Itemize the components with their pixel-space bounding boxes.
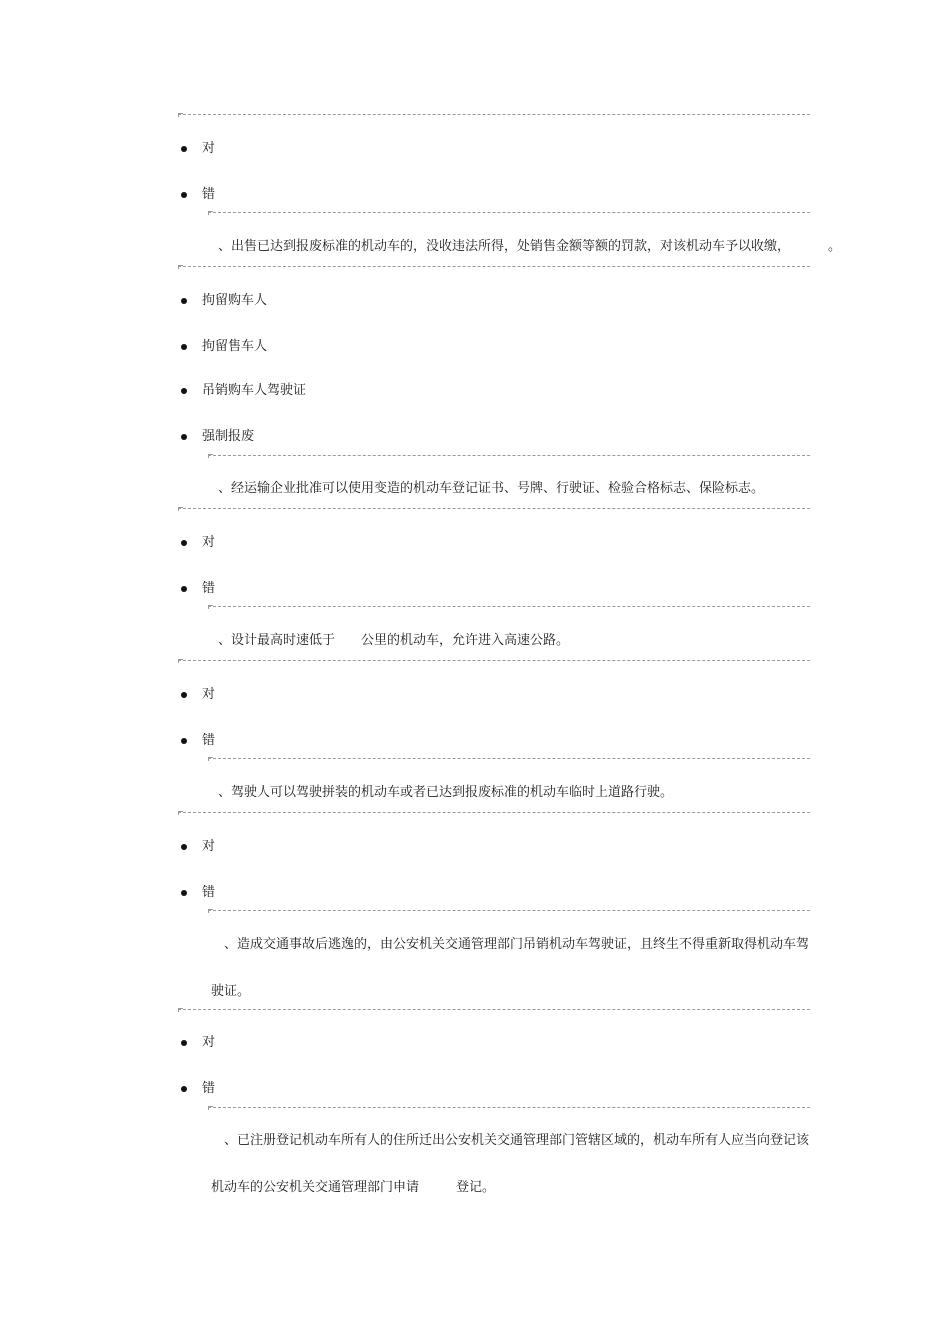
- option-label: 对: [202, 839, 216, 854]
- bullet-icon: [181, 1086, 187, 1092]
- separator-rule: [178, 508, 810, 509]
- separator-rule: [208, 212, 810, 213]
- bullet-icon: [181, 146, 187, 152]
- option-label: 拘留售车人: [202, 339, 268, 354]
- bullet-icon: [181, 586, 187, 592]
- separator-rule: [178, 1009, 810, 1010]
- separator-rule: [178, 266, 810, 267]
- option-true[interactable]: [181, 837, 215, 857]
- option-label: 错: [202, 581, 216, 596]
- question-text-main: 、出售已达到报废标准的机动车的，没收违法所得，处销售金额等额的罚款，对该机动车予以收缴，: [218, 239, 791, 254]
- question-text-line2: [211, 1178, 495, 1198]
- option-label: 对: [202, 1035, 216, 1050]
- option-label: 吊销购车人驾驶证: [202, 383, 307, 398]
- option-d[interactable]: [181, 427, 254, 447]
- bullet-icon: [181, 844, 187, 850]
- option-true[interactable]: [181, 1033, 215, 1053]
- option-true[interactable]: [181, 139, 215, 159]
- question-text: 、经运输企业批准可以使用变造的机动车登记证书、号牌、行驶证、检验合格标志、保险标志。: [218, 481, 765, 496]
- option-c[interactable]: [181, 381, 306, 401]
- separator-rule: [208, 758, 810, 759]
- option-label: 错: [202, 733, 216, 748]
- option-b[interactable]: [181, 337, 267, 357]
- question-text-part-a: 机动车的公安机关交通管理部门申请: [211, 1180, 420, 1195]
- option-false[interactable]: [181, 185, 215, 205]
- option-label: 拘留购车人: [202, 293, 268, 308]
- option-label: 强制报废: [202, 429, 255, 444]
- separator-rule: [208, 455, 810, 456]
- separator-rule: [208, 1107, 810, 1108]
- question-text: [218, 237, 841, 257]
- option-label: 错: [202, 1081, 216, 1096]
- separator-rule: [208, 910, 810, 911]
- bullet-icon: [181, 434, 187, 440]
- question-text-line1: 、造成交通事故后逃逸的，由公安机关交通管理部门吊销机动车驾驶证，且终生不得重新取得机动车驾: [224, 937, 810, 952]
- option-label: 对: [202, 141, 216, 156]
- option-true[interactable]: [181, 685, 215, 705]
- separator-rule: [178, 114, 810, 115]
- question-text-suffix: 。: [828, 239, 842, 254]
- bullet-icon: [181, 192, 187, 198]
- bullet-icon: [181, 890, 187, 896]
- option-false[interactable]: [181, 731, 215, 751]
- bullet-icon: [181, 692, 187, 698]
- bullet-icon: [181, 298, 187, 304]
- option-true[interactable]: [181, 533, 215, 553]
- bullet-icon: [181, 1040, 187, 1046]
- option-label: 对: [202, 687, 216, 702]
- bullet-icon: [181, 344, 187, 350]
- separator-rule: [208, 606, 810, 607]
- option-label: 对: [202, 535, 216, 550]
- question-text-part-b: 公里的机动车，允许进入高速公路。: [361, 633, 570, 648]
- option-false[interactable]: [181, 883, 215, 903]
- separator-rule: [178, 812, 810, 813]
- separator-rule: [178, 660, 810, 661]
- option-a[interactable]: [181, 291, 267, 311]
- option-false[interactable]: [181, 579, 215, 599]
- bullet-icon: [181, 540, 187, 546]
- option-false[interactable]: [181, 1079, 215, 1099]
- option-label: 错: [202, 885, 216, 900]
- question-text-line2: 驶证。: [211, 984, 251, 999]
- option-label: 错: [202, 187, 216, 202]
- question-text-part-b: 登记。: [456, 1180, 496, 1195]
- bullet-icon: [181, 738, 187, 744]
- question-text-line1: 、已注册登记机动车所有人的住所迁出公安机关交通管理部门管辖区域的，机动车所有人应当向登记该: [224, 1133, 810, 1148]
- question-text-part-a: 、设计最高时速低于: [218, 633, 336, 648]
- bullet-icon: [181, 388, 187, 394]
- question-text: 、驾驶人可以驾驶拼装的机动车或者已达到报废标准的机动车临时上道路行驶。: [218, 785, 674, 800]
- question-text: [218, 631, 569, 651]
